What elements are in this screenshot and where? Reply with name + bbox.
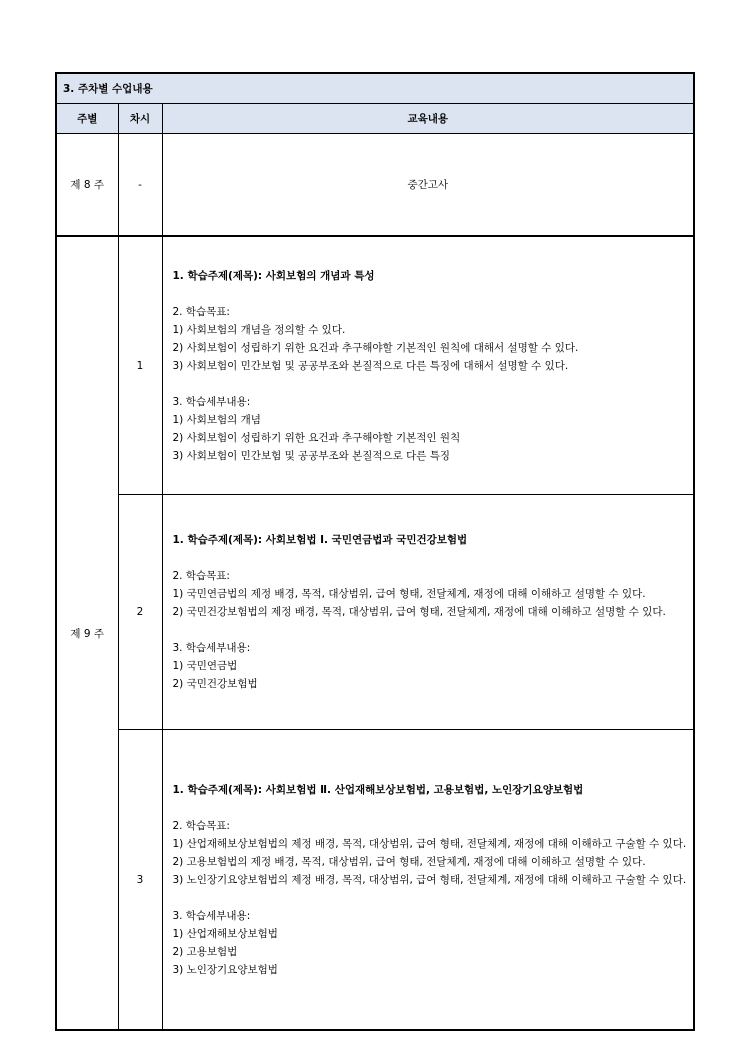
detail-item: 3) 노인장기요양보험법 <box>172 963 278 976</box>
detail-item: 2) 사회보험이 성립하기 위한 요건과 추구해야할 기본적인 원칙 <box>172 431 461 444</box>
goal-item: 1) 국민연금법의 제정 배경, 목적, 대상범위, 급여 형태, 전달체계, 재정에 대해 이해하고 설명할 수 있다. <box>172 588 646 600</box>
week9-session3-row <box>56 730 694 1031</box>
weekly-schedule-table <box>55 72 695 1031</box>
session-topic: 1. 학습주제(제목): 사회보험의 개념과 특성 <box>172 269 375 282</box>
goal-item: 2) 고용보험법의 제정 배경, 목적, 대상범위, 급여 형태, 전달체계, 재정에 대해 이해하고 설명할 수 있다. <box>172 855 646 868</box>
section-title: 3. 주차별 수업내용 <box>56 73 694 104</box>
week8-row <box>56 134 694 237</box>
session-content <box>162 730 694 1031</box>
session-number: 2 <box>118 495 162 730</box>
session-content <box>162 236 694 495</box>
session-topic: 1. 학습주제(제목): 사회보험법 Ⅱ. 산업재해보상보험법, 고용보험법, 노인장기요양보험법 <box>172 783 584 796</box>
goals-title: 2. 학습목표: <box>172 305 230 318</box>
week8-label: 제 8 주 <box>56 134 118 237</box>
goal-item: 3) 사회보험이 민간보험 및 공공부조와 본질적으로 다른 특징에 대해서 설명할 수 있다. <box>172 359 569 372</box>
detail-item: 3) 사회보험이 민간보험 및 공공부조와 본질적으로 다른 특징 <box>172 449 451 462</box>
header-content: 교육내용 <box>162 104 694 134</box>
week9-label: 제 9 주 <box>56 236 118 1030</box>
goal-item: 3) 노인장기요양보험법의 제정 배경, 목적, 대상범위, 급여 형태, 전달체계, 재정에 대해 이해하고 구술할 수 있다. <box>172 873 687 886</box>
details-title: 3. 학습세부내용: <box>172 395 251 408</box>
goal-item: 1) 산업재해보상보험법의 제정 배경, 목적, 대상범위, 급여 형태, 전달체계, 재정에 대해 이해하고 구술할 수 있다. <box>172 837 687 850</box>
header-week: 주별 <box>56 104 118 134</box>
detail-item: 1) 국민연금법 <box>172 660 238 672</box>
goals-title: 2. 학습목표: <box>172 819 230 832</box>
week9-session2-row <box>56 495 694 730</box>
session-number: 1 <box>118 236 162 495</box>
header-row <box>56 104 694 134</box>
goal-item: 1) 사회보험의 개념을 정의할 수 있다. <box>172 323 346 336</box>
week8-session: - <box>118 134 162 237</box>
detail-item: 2) 국민건강보험법 <box>172 678 258 690</box>
header-session: 차시 <box>118 104 162 134</box>
goals-title: 2. 학습목표: <box>172 570 230 582</box>
week8-content: 중간고사 <box>162 134 694 237</box>
session-topic: 1. 학습주제(제목): 사회보험법 Ⅰ. 국민연금법과 국민건강보험법 <box>172 534 468 546</box>
session-content <box>162 495 694 730</box>
details-title: 3. 학습세부내용: <box>172 642 251 654</box>
goal-item: 2) 국민건강보험법의 제정 배경, 목적, 대상범위, 급여 형태, 전달체계, 재정에 대해 이해하고 설명할 수 있다. <box>172 606 666 618</box>
detail-item: 1) 사회보험의 개념 <box>172 413 261 426</box>
session-number: 3 <box>118 730 162 1031</box>
detail-item: 2) 고용보험법 <box>172 945 238 958</box>
goal-item: 2) 사회보험이 성립하기 위한 요건과 추구해야할 기본적인 원칙에 대해서 설명할 수 있다. <box>172 341 579 354</box>
detail-item: 1) 산업재해보상보험법 <box>172 927 278 940</box>
week9-session1-row <box>56 236 694 495</box>
section-title-row <box>56 73 694 104</box>
details-title: 3. 학습세부내용: <box>172 909 251 922</box>
